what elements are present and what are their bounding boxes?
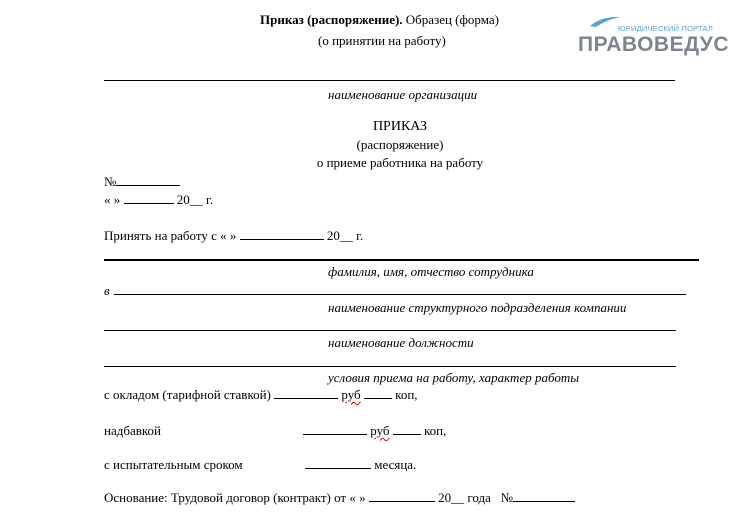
probation-field[interactable] xyxy=(305,457,371,469)
document-heading-sub: (распоряжение) xyxy=(356,137,444,152)
document-heading-desc: о приеме работника на работу xyxy=(316,155,484,170)
basis-date-field[interactable] xyxy=(369,490,435,502)
employee-name-caption: фамилия, имя, отчество сотрудника xyxy=(328,264,534,279)
basis-number-field[interactable] xyxy=(513,490,575,502)
order-date-field[interactable] xyxy=(124,192,174,204)
basis-label: Основание: Трудовой договор (контракт) от « » xyxy=(104,490,366,505)
bonus-label: надбавкой xyxy=(104,423,161,438)
basis-row xyxy=(104,490,575,506)
logo xyxy=(578,14,738,60)
salary-label: с окладом (тарифной ставкой) xyxy=(104,387,271,402)
probation-values xyxy=(305,457,416,473)
form-title xyxy=(260,12,499,28)
probation-months: месяца. xyxy=(374,457,417,472)
hire-date-row xyxy=(104,228,363,244)
organization-line xyxy=(104,80,675,81)
salary-row xyxy=(104,387,418,403)
hire-date-field[interactable] xyxy=(240,228,324,240)
hire-date-year: 20__ г. xyxy=(326,228,364,243)
position-line xyxy=(104,330,676,331)
conditions-line xyxy=(104,366,676,367)
order-number-field[interactable] xyxy=(116,174,180,186)
salary-rub-field[interactable] xyxy=(274,387,338,399)
bonus-rub-field[interactable] xyxy=(303,423,367,435)
basis-year: 20__ года xyxy=(438,490,491,505)
bonus-kop-field[interactable] xyxy=(393,423,421,435)
order-number-label: № xyxy=(104,174,117,189)
bonus-rub-label: руб xyxy=(370,423,390,438)
order-date-open: « » xyxy=(104,192,121,207)
division-line xyxy=(114,294,686,295)
form-subtitle: (о принятии на работу) xyxy=(318,33,446,48)
bonus-values xyxy=(303,423,446,439)
order-date-row xyxy=(104,192,213,208)
order-number-row xyxy=(104,174,180,190)
logo-portal-text: ЮРИДИЧЕСКИЙ ПОРТАЛ xyxy=(618,24,714,33)
organization-caption: наименование организации xyxy=(328,87,478,102)
form-title-bold: Приказ (распоряжение). xyxy=(260,12,403,27)
probation-label: с испытательным сроком xyxy=(104,457,243,472)
hire-date-label: Принять на работу с « » xyxy=(104,228,237,243)
form-title-rest: Образец (форма) xyxy=(402,12,499,27)
logo-swoosh-icon xyxy=(588,14,622,28)
position-caption: наименование должности xyxy=(328,335,474,350)
division-prefix: в xyxy=(104,283,110,298)
division-caption: наименование структурного подразделения компании xyxy=(328,300,627,315)
employee-name-line xyxy=(104,259,699,261)
conditions-caption: условия приема на работу, характер работы xyxy=(328,370,580,385)
document-heading: ПРИКАЗ xyxy=(372,119,428,134)
salary-kop-field[interactable] xyxy=(364,387,392,399)
order-date-year: 20__ г. xyxy=(176,192,214,207)
salary-rub-label: руб xyxy=(341,387,361,402)
basis-number-label: № xyxy=(500,490,514,505)
bonus-kop-label: коп, xyxy=(424,423,447,438)
logo-name-text: ПРАВОВЕДУС xyxy=(578,33,730,56)
salary-kop-label: коп, xyxy=(395,387,418,402)
